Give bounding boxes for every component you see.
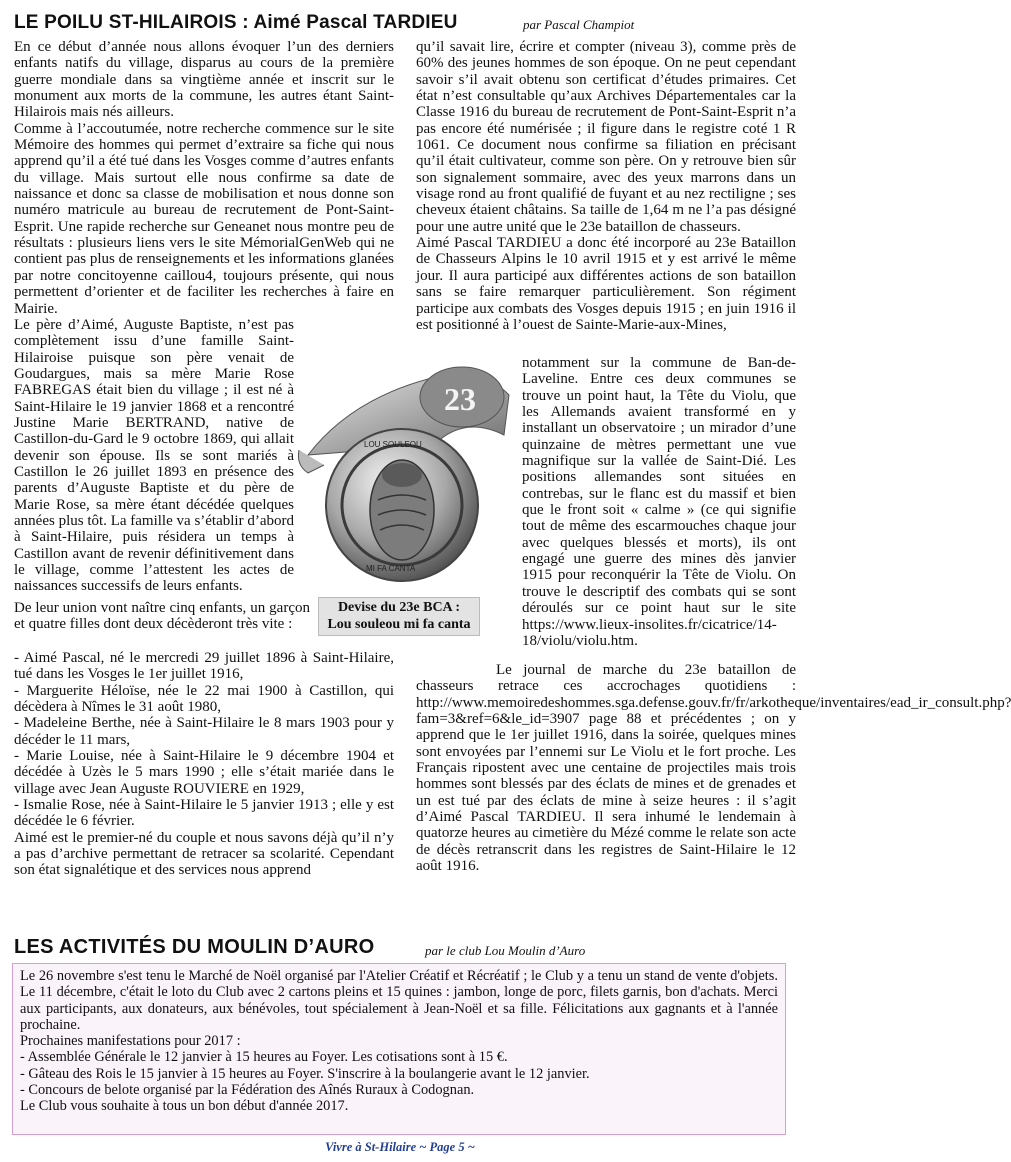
badge-photo [294,355,518,597]
caption-line-1: Devise du 23e BCA : [337,600,461,615]
activity-item-1: - Assemblée Générale le 12 janvier à 15 heures au Foyer. Les cotisations sont à 15 €. [20,1049,508,1066]
children-list [14,650,394,879]
child-madeleine: - Madeleine Berthe, née à Saint-Hilaire le 8 mars 1903 pour y décéder le 11 mars, [14,715,394,748]
paragraph-journal: Le journal de marche du 23e bataillon de chasseurs retrace ces accrochages quotidiens : http://www.memoiredeshommes.sga.defense.gouv.fr/fr/arkotheque/inventaires/ead_ir_consult.php?fam=3&ref=6&le_id=3907 page 88 et précédentes ; on y apprend que le 1er juillet 1916, dans la soirée, quelques mines sont envoyées par l’ennemi sur Le Violu et le fort proche. Les Français ripostent avec une centaine de projectiles mais trois hommes sont blessés par des éclats de mines et de grenades et un est tué par des éclats de mine à seize heures : il s’agit d’Aimé Pascal TARDIEU. Il sera inhumé le lendemain à quatorze heures au cimetière du Mézé comme le relate son acte de décès retranscrit dans les registres de Saint-Hilaire le 12 août 1916. [416,662,1011,875]
child-aime: - Aimé Pascal, né le mercredi 29 juillet 1896 à Saint-Hilaire, tué dans les Vosges le 1er juillet 1916, [14,650,394,683]
paragraph-school: Aimé est le premier-né du couple et nous savons déjà qu’il n’y a pas d’archive permettant de retracer sa scolarité. Cependant son état signalétique et des services nous apprend [14,829,394,879]
section-byline: par le club Lou Moulin d’Auro [425,943,586,958]
photo-caption [318,597,480,636]
right-wrap-text [522,355,796,649]
paragraph-incorporation: Aimé Pascal TARDIEU a donc été incorporé au 23e Bataillon de Chasseurs Alpins le 10 avril 1915 et y est arrivé le même jour. Il aura participé aux différentes actions de son bataillon sans se faire remarquer particulièrement. Son régiment participe aux combats des Vosges depuis 1915 ; en juin 1916 il est positionné à l’ouest de Sainte-Marie-aux-Mines, [416,235,796,333]
right-column-top [416,39,796,333]
badge-motto-bottom: MI FA CANTA [366,564,416,573]
activities-closing: Le Club vous souhaite à tous un bon début d'année 2017. [20,1098,349,1115]
paragraph-intro: En ce début d’année nous allons évoquer l’un des derniers enfants natifs du village, disparus au cours de la première guerre mondiale dans sa vingtième année et inscrit sur le monument aux morts de la commune, les autres étant Saint-Hilairois mais nés ailleurs. [14,39,394,121]
article-title: LE POILU ST-HILAIROIS : Aimé Pascal TARDIEU [14,12,458,33]
activities-paragraph: Le 26 novembre s'est tenu le Marché de Noël organisé par l'Atelier Créatif et Récréatif ; le Club y a tenu un stand de vente d'objets. Le 11 décembre, c'était le loto du Club avec 2 cartons pleins et 15 quines : jambon, longe de porc, filets garnis, bon d'achats. Merci aux participants, aux donateurs, aux bénévoles, tout spécialement à Jean-Noël et sa fille. Félicitations aux gagnants et à l'année prochaine. [20,968,778,1033]
activities-text [20,968,778,1115]
paragraph-violu: notamment sur la commune de Ban-de-Laveline. Entre ces deux communes se trouve un point haut, la Tête du Violu, que les Allemands avaient transformé en y installant un observatoire ; un mirador d’une quinzaine de mètres permettant une vue magnifique sur la vallée de Saint-Dié. Les positions allemandes sont situées en contrebas, sur le flanc est du massif et bien que le front soit « calme » (ce qui signifie tout de même des escarmouches chaque jour avec quelques blessés et morts), ils ont engagé une guerre des mines dès janvier 1915 pour reconquérir la Tête de Violu. On trouve le descriptif des combats qui se sont déroulés sur ce point haut sur le site https://www.lieux-insolites.fr/cicatrice/14-18/violu/violu.htm. [522,355,796,649]
paragraph-search: Comme à l’accoutumée, notre recherche commence sur le site Mémoire des hommes qui permet d’extraire sa fiche qui nous apprend qu’il a été tué dans les Vosges comme d’autres enfants du village. Mais surtout elle nous confirme sa date de naissance et donc sa classe de mobilisation et nous donne son numéro matricule au bureau de recrutement de Pont-Saint-Esprit. Une rapide recherche sur Geneanet nous montre peu de résultats : plusieurs liens vers le site MémorialGenWeb qui ne contient pas plus de renseignements et les informations glanées par notre concitoyenne caillou4, toujours présente, qui nous permettent d’orienter et de faciliter les recherches à faire en Mairie. [14,120,394,317]
badge-number: 23 [444,381,476,417]
child-ismalie: - Ismalie Rose, née à Saint-Hilaire le 5 janvier 1913 ; elle y est décédée le 6 février. [14,797,394,830]
article-byline: par Pascal Champiot [523,17,635,32]
child-marguerite: - Marguerite Héloïse, née le 22 mai 1900 à Castillon, qui décèdera à Nîmes le 31 août 1980, [14,682,394,716]
activities-heading: Prochaines manifestations pour 2017 : [20,1033,241,1050]
activity-item-3: - Concours de belote organisé par la Fédération des Aînés Ruraux à Codognan. [20,1082,475,1099]
badge-motto-top: LOU SOULEOU [364,440,422,449]
paragraph-father: Le père d’Aimé, Auguste Baptiste, n’est pas complètement issu d’une famille Saint-Hilairoise puisque son père venait de Goudargues, mais sa mère Marie Rose FABREGAS était bien du village ; il est né à Saint-Hilaire le 19 janvier 1868 et a rencontré Justine Marie BERTRAND, native de Castillon-du-Gard le 9 octobre 1869, qui allait devenir son épouse. Ils se sont mariés à Castillon le 26 juillet 1893 en présence des parents d’Auguste Baptiste et du père de Marie Rose, sa mère étant décédée quelques années plus tôt. La famille va s’établir d’abord à Saint-Hilaire, puis résidera un temps à Castillon avant de revenir définitivement dans le village, comme l’attestent les actes de naissances successifs de leurs enfants. [14,316,294,595]
section-title: LES ACTIVITÉS DU MOULIN D’AURO [14,936,375,958]
activity-item-2: - Gâteau des Rois le 15 janvier à 15 heures au Foyer. S'inscrire à la boulangerie avant le 12 janvier. [20,1065,590,1082]
hunting-horn-badge-icon [294,355,518,597]
child-marie-louise: - Marie Louise, née à Saint-Hilaire le 9 décembre 1904 et décédée à Uzès le 5 mars 1990 ; elle s’était mariée dans le village avec Jean Auguste ROUVIERE en 1929, [14,748,394,797]
paragraph-signalement: qu’il savait lire, écrire et compter (niveau 3), comme près de 60% des jeunes hommes de son époque. On ne peut cependant savoir s’il avait obtenu son certificat d’études primaires. Cet état n’est consultable qu’aux Archives Départementales car la Classe 1916 du bureau de recrutement de Pont-Saint-Esprit n’a pas encore été numérisée ; il figure dans le registre coté 1 R 1061. Ce document nous confirme sa filiation en précisant qu’il était cultivateur, comme son père. On y retrouve bien sûr son signalement sommaire, avec des yeux marrons dans un visage rond au front qualifié de fuyant et au nez rectiligne ; ses cheveux étaient châtains. Sa taille de 1,64 m ne l’a pas désigné pour une autre unité que le 23e bataillon de chasseurs. [416,39,796,235]
children-intro: De leur union vont naître cinq enfants, un garçon et quatre filles dont deux décèderont très vite : [14,600,310,633]
page-footer: Vivre à St-Hilaire ~ Page 5 ~ [325,1140,475,1154]
right-column-bottom [416,662,1011,875]
caption-line-2: Lou souleou mi fa canta [327,617,471,632]
